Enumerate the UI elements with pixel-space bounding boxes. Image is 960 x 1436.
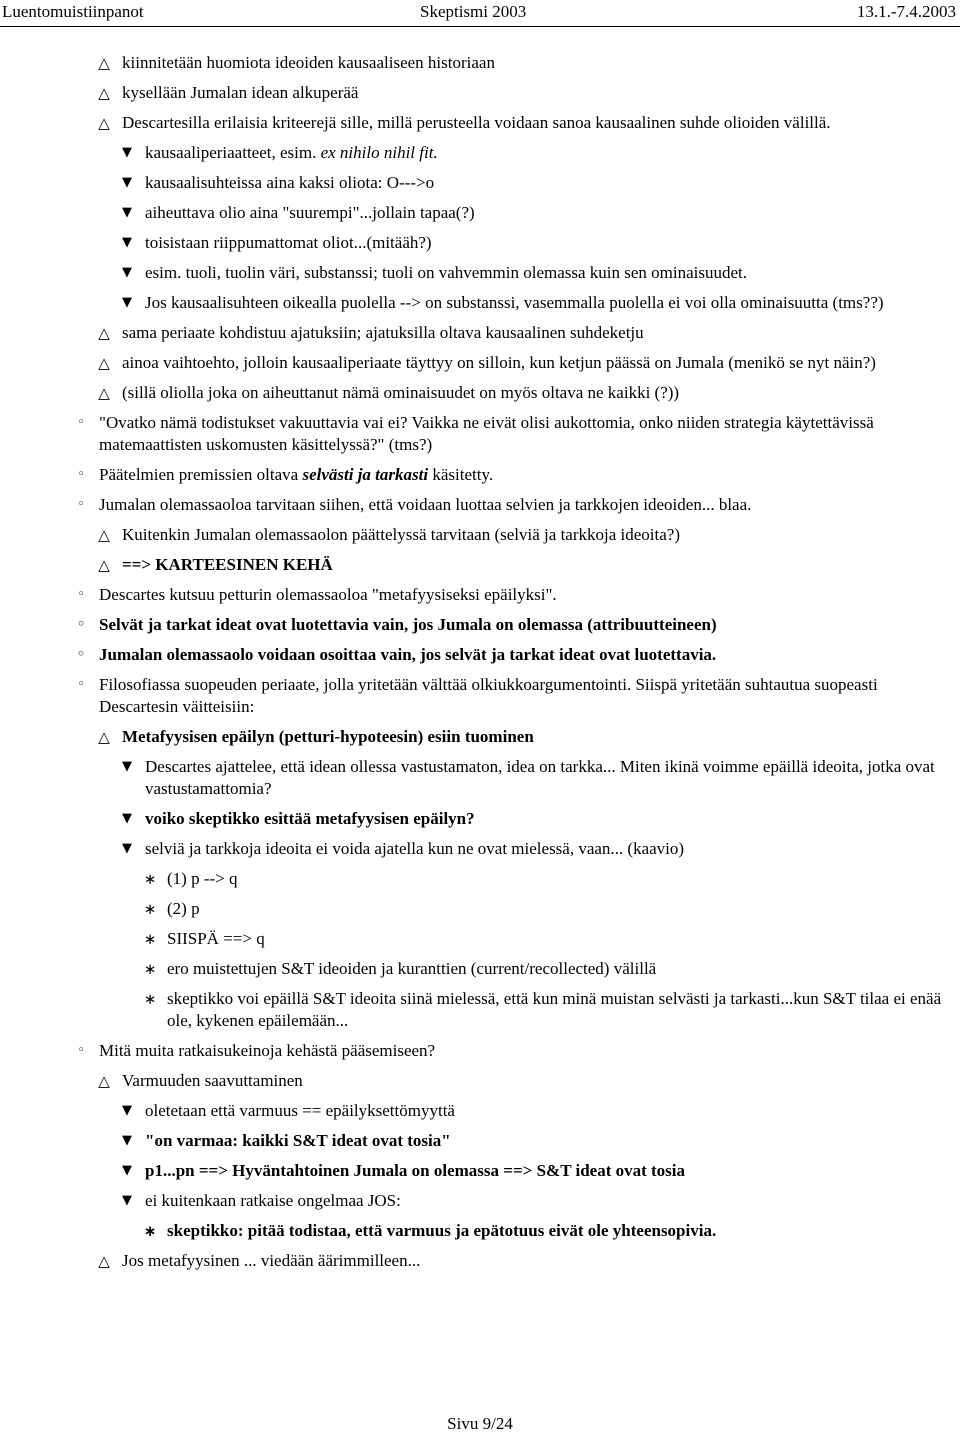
notes-content	[0, 52, 960, 1280]
triangle-outline-bullet-icon: △	[98, 1252, 110, 1270]
list-item-text: Jos kausaalisuhteen oikealla puolella --> on substanssi, vasemmalla puolella ei voi olla ominaisuutta (tms??)	[145, 293, 884, 312]
list-item	[0, 838, 960, 860]
circle-bullet-icon: ◦	[77, 587, 85, 602]
triangle-outline-bullet-icon: △	[98, 526, 110, 544]
latin-phrase: ex nihilo nihil fit.	[320, 143, 438, 162]
list-item	[0, 352, 960, 374]
list-item-text: p1...pn ==> Hyväntahtoinen Jumala on olemassa ==> S&T ideat ovat tosia	[145, 1161, 686, 1180]
list-item	[0, 262, 960, 284]
list-item	[0, 202, 960, 224]
circle-bullet-icon: ◦	[77, 415, 85, 430]
list-item	[0, 82, 960, 104]
list-item	[0, 494, 960, 516]
list-item	[0, 1040, 960, 1062]
list-item-text: skeptikko voi epäillä S&T ideoita siinä mielessä, että kun minä muistan selvästi ja tarkasti...kun S&T tilaa ei enää ole, kykenen epäilemään...	[167, 989, 942, 1030]
circle-bullet-icon: ◦	[77, 1043, 85, 1058]
triangle-filled-bullet-icon: ▼	[122, 1133, 132, 1148]
list-item	[0, 142, 960, 164]
list-item	[0, 898, 960, 920]
list-item	[0, 52, 960, 74]
triangle-filled-bullet-icon: ▼	[122, 1103, 132, 1118]
list-item-text: voiko skeptikko esittää metafyysisen epäilyn?	[145, 809, 475, 828]
circle-bullet-icon: ◦	[77, 467, 85, 482]
asterisk-bullet-icon: ∗	[143, 960, 157, 978]
list-item-text: Jumalan olemassaolo voidaan osoittaa vain, jos selvät ja tarkat ideat ovat luotettavia.	[99, 645, 717, 664]
header-topic: Skeptismi 2003	[420, 2, 527, 21]
list-item	[0, 756, 960, 800]
list-item-text: sama periaate kohdistuu ajatuksiin; ajatuksilla oltava kausaalinen suhdeketju	[122, 323, 644, 342]
triangle-outline-bullet-icon: △	[98, 84, 110, 102]
circle-bullet-icon: ◦	[76, 647, 86, 662]
triangle-outline-bullet-icon: △	[98, 384, 110, 402]
list-item	[0, 726, 960, 748]
list-item	[0, 412, 960, 456]
list-item-text: "Ovatko nämä todistukset vakuuttavia vai ei? Vaikka ne eivät olisi aukottomia, onko niiden strategia käytettävissä matemaattisten uskomusten käsittelyssä?" (tms?)	[99, 413, 874, 454]
circle-bullet-icon: ◦	[76, 617, 86, 632]
triangle-filled-bullet-icon: ▼	[122, 235, 132, 250]
triangle-filled-bullet-icon: ▼	[122, 1163, 132, 1178]
triangle-filled-bullet-icon: ▼	[122, 145, 132, 160]
circle-bullet-icon: ◦	[77, 677, 85, 692]
asterisk-bullet-icon: ∗	[143, 1222, 157, 1240]
list-item	[0, 674, 960, 718]
list-item-text: skeptikko: pitää todistaa, että varmuus ja epätotuus eivät ole yhteensopivia.	[167, 1221, 717, 1240]
list-item	[0, 928, 960, 950]
list-item	[0, 172, 960, 194]
triangle-filled-bullet-icon: ▼	[122, 295, 132, 310]
list-item-text: (1) p --> q	[167, 869, 238, 888]
list-item-text: Mitä muita ratkaisukeinoja kehästä pääsemiseen?	[99, 1041, 436, 1060]
triangle-filled-bullet-icon: ▼	[122, 265, 132, 280]
list-item	[0, 808, 960, 830]
triangle-outline-bullet-icon: △	[98, 354, 110, 372]
triangle-filled-bullet-icon: ▼	[122, 175, 132, 190]
list-item-text: Descartesilla erilaisia kriteerejä sille, millä perusteella voidaan sanoa kausaalinen suhde olioiden välillä.	[122, 113, 831, 132]
list-item-text: (sillä oliolla joka on aiheuttanut nämä ominaisuudet on myös oltava ne kaikki (?))	[122, 383, 680, 402]
asterisk-bullet-icon: ∗	[143, 930, 157, 948]
list-item-text: aiheuttava olio aina "suurempi"...jollain tapaa(?)	[145, 203, 475, 222]
triangle-filled-bullet-icon: ▼	[122, 1193, 132, 1208]
list-item	[0, 614, 960, 636]
list-item-text: käsitetty.	[432, 465, 494, 484]
list-item	[0, 1070, 960, 1092]
asterisk-bullet-icon: ∗	[143, 870, 157, 888]
list-item	[0, 1160, 960, 1182]
list-item	[0, 292, 960, 314]
asterisk-bullet-icon: ∗	[143, 990, 157, 1008]
triangle-outline-bullet-icon: △	[98, 1072, 110, 1090]
triangle-filled-bullet-icon: ▼	[122, 205, 132, 220]
asterisk-bullet-icon: ∗	[143, 900, 157, 918]
triangle-outline-bullet-icon: △	[98, 556, 110, 574]
list-item-text: Varmuuden saavuttaminen	[122, 1071, 303, 1090]
list-item	[0, 322, 960, 344]
list-item	[0, 524, 960, 546]
list-item	[0, 1100, 960, 1122]
list-item	[0, 584, 960, 606]
page-number: Sivu 9/24	[447, 1414, 513, 1433]
triangle-outline-bullet-icon: △	[98, 324, 110, 342]
list-item-text: ei kuitenkaan ratkaise ongelmaa JOS:	[145, 1191, 401, 1210]
list-item-text: kausaalisuhteissa aina kaksi oliota: O--->o	[145, 173, 435, 192]
list-item	[0, 958, 960, 980]
triangle-outline-bullet-icon: △	[98, 54, 110, 72]
triangle-filled-bullet-icon: ▼	[122, 811, 132, 826]
list-item-text: toisistaan riippumattomat oliot...(mitääh?)	[145, 233, 432, 252]
list-item-text: Jumalan olemassaoloa tarvitaan siihen, että voidaan luottaa selvien ja tarkkojen ideoiden... blaa.	[99, 495, 752, 514]
list-item-text: Descartes ajattelee, että idean ollessa vastustamaton, idea on tarkka... Miten ikinä voimme epäillä ideoita, jotka ovat vastustamattomia?	[145, 757, 935, 798]
emphasis-text: selvästi ja tarkasti	[302, 465, 429, 484]
triangle-outline-bullet-icon: △	[98, 728, 110, 746]
header-date-range: 13.1.-7.4.2003	[856, 2, 956, 21]
list-item-text: Filosofiassa suopeuden periaate, jolla yritetään välttää olkiukkoargumentointi. Siispä yritetään suhtautua suopeasti Descartesin väitteisiin:	[99, 675, 878, 716]
header-divider	[0, 26, 960, 27]
circle-bullet-icon: ◦	[77, 497, 85, 512]
header-course-title: Luentomuistiinpanot	[2, 2, 144, 21]
list-item-text: Metafyysisen epäilyn (petturi-hypoteesin) esiin tuominen	[122, 727, 534, 746]
list-item	[0, 1220, 960, 1242]
list-item-text: Selvät ja tarkat ideat ovat luotettavia vain, jos Jumala on olemassa (attribuutteineen)	[99, 615, 717, 634]
list-item	[0, 868, 960, 890]
list-item	[0, 464, 960, 486]
list-item	[0, 1190, 960, 1212]
list-item-text: oletetaan että varmuus == epäilyksettömyyttä	[145, 1101, 455, 1120]
list-item-text: Jos metafyysinen ... viedään äärimmilleen...	[122, 1251, 421, 1270]
list-item-text: ainoa vaihtoehto, jolloin kausaaliperiaate täyttyy on silloin, kun ketjun päässä on Jumala (menikö se nyt näin?)	[122, 353, 876, 372]
list-item-text: (2) p	[167, 899, 200, 918]
list-item	[0, 644, 960, 666]
list-item-text: selviä ja tarkkoja ideoita ei voida ajatella kun ne ovat mielessä, vaan... (kaavio)	[145, 839, 685, 858]
triangle-outline-bullet-icon: △	[98, 114, 110, 132]
triangle-filled-bullet-icon: ▼	[122, 759, 132, 774]
list-item	[0, 382, 960, 404]
list-item-text: kiinnitetään huomiota ideoiden kausaaliseen historiaan	[122, 53, 495, 72]
list-item-text: SIISPÄ ==> q	[167, 929, 265, 948]
list-item-text: Kuitenkin Jumalan olemassaolon päättelyssä tarvitaan (selviä ja tarkkoja ideoita?)	[122, 525, 680, 544]
list-item	[0, 112, 960, 134]
page-header	[0, 0, 960, 26]
list-item-text: Päätelmien premissien oltava	[99, 465, 299, 484]
list-item	[0, 232, 960, 254]
triangle-filled-bullet-icon: ▼	[122, 841, 132, 856]
list-item	[0, 988, 960, 1032]
list-item-text: ero muistettujen S&T ideoiden ja kuranttien (current/recollected) välillä	[167, 959, 657, 978]
list-item-text: kausaaliperiaatteet, esim.	[145, 143, 317, 162]
list-item-text: esim. tuoli, tuolin väri, substanssi; tuoli on vahvemmin olemassa kuin sen ominaisuudet.	[145, 263, 748, 282]
list-item	[0, 1250, 960, 1272]
list-item	[0, 554, 960, 576]
list-item-text: "on varmaa: kaikki S&T ideat ovat tosia"	[145, 1131, 451, 1150]
list-item-text: ==> KARTEESINEN KEHÄ	[122, 555, 333, 574]
list-item	[0, 1130, 960, 1152]
list-item-text: Descartes kutsuu petturin olemassaoloa "metafyysiseksi epäilyksi".	[99, 585, 557, 604]
list-item-text: kysellään Jumalan idean alkuperää	[122, 83, 359, 102]
